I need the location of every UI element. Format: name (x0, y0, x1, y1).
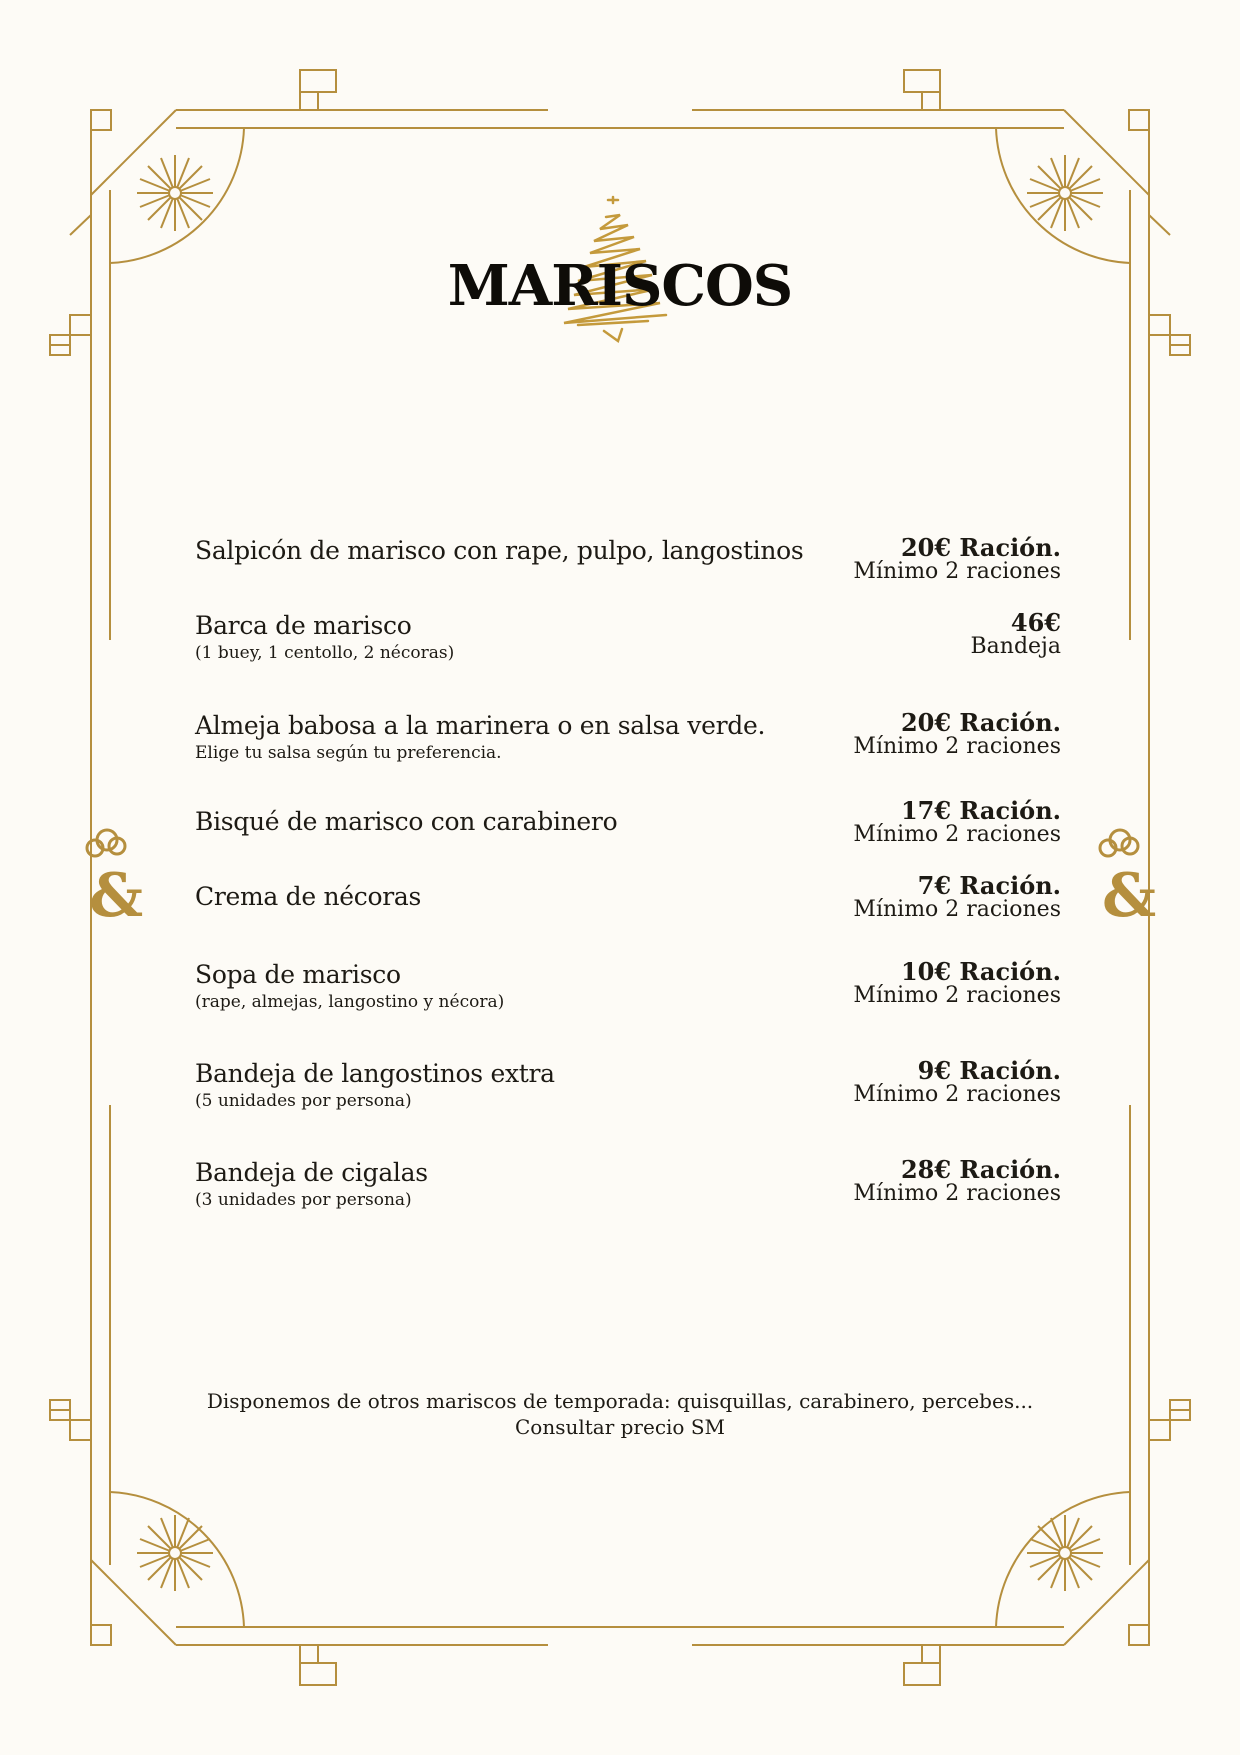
chef-ampersand-icon (87, 830, 143, 931)
svg-text:&: & (89, 861, 144, 931)
item-description: (1 buey, 1 centollo, 2 nécoras) (195, 643, 455, 663)
item-name: Almeja babosa a la marinera o en salsa verde. (195, 711, 766, 740)
item-description: Elige tu salsa según tu preferencia. (195, 743, 502, 763)
sunburst-icon (137, 1515, 213, 1591)
item-price: 20€ Ración. (900, 708, 1061, 737)
chef-ampersand-icon (1100, 830, 1156, 931)
item-price: 17€ Ración. (900, 796, 1061, 825)
item-unit: Bandeja (970, 634, 1061, 659)
footer-line: Consultar precio SM (514, 1415, 726, 1439)
item-unit: Mínimo 2 raciones (853, 822, 1061, 847)
item-description: (3 unidades por persona) (195, 1190, 412, 1210)
item-unit: Mínimo 2 raciones (853, 897, 1061, 922)
title-block (420, 195, 820, 355)
svg-text:&: & (1102, 861, 1157, 931)
item-price: 20€ Ración. (900, 533, 1061, 562)
footer-note (170, 1388, 1070, 1440)
sunburst-icon (1027, 1515, 1103, 1591)
item-unit: Mínimo 2 raciones (853, 1082, 1061, 1107)
page-title: MARISCOS (447, 253, 793, 319)
item-name: Bisqué de marisco con carabinero (195, 807, 618, 836)
item-name: Barca de marisco (195, 611, 412, 640)
item-price: 46€ (1010, 608, 1061, 637)
item-price: 7€ Ración. (917, 871, 1061, 900)
sunburst-icon (1027, 155, 1103, 231)
footer-line: Disponemos de otros mariscos de temporada: quisquillas, carabinero, percebes... (206, 1389, 1034, 1413)
item-description: (rape, almejas, langostino y nécora) (195, 992, 505, 1012)
item-unit: Mínimo 2 raciones (853, 559, 1061, 584)
item-price: 28€ Ración. (900, 1155, 1061, 1184)
item-name: Salpicón de marisco con rape, pulpo, langostinos (195, 536, 804, 565)
item-name: Bandeja de cigalas (195, 1158, 428, 1187)
item-name: Sopa de marisco (195, 960, 401, 989)
item-name: Crema de nécoras (195, 882, 422, 911)
item-unit: Mínimo 2 raciones (853, 983, 1061, 1008)
item-unit: Mínimo 2 raciones (853, 734, 1061, 759)
sunburst-icon (137, 155, 213, 231)
item-name: Bandeja de langostinos extra (195, 1059, 555, 1088)
item-price: 9€ Ración. (917, 1056, 1061, 1085)
item-description: (5 unidades por persona) (195, 1091, 412, 1111)
item-unit: Mínimo 2 raciones (853, 1181, 1061, 1206)
item-price: 10€ Ración. (900, 957, 1061, 986)
